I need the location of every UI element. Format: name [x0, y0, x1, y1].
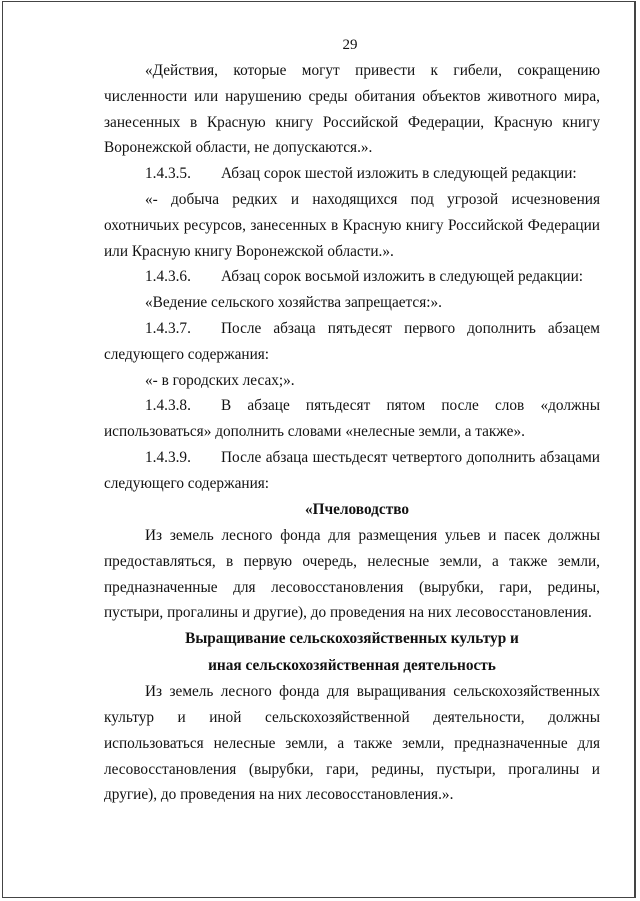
heading-agriculture-line1: Выращивание сельскохозяйственных культур и	[185, 630, 519, 648]
clause-number: 1.4.3.5.	[145, 165, 191, 183]
clause-1-4-3-7	[104, 316, 600, 368]
clause-number: 1.4.3.7.	[145, 319, 191, 337]
clause-text: Абзац сорок восьмой изложить в следующей редакции:	[221, 268, 584, 286]
clause-1-4-3-9	[104, 445, 600, 497]
page-number: 29	[342, 37, 358, 53]
clause-1-4-3-5	[104, 161, 600, 187]
heading-beekeeping: «Пчеловодство	[304, 500, 410, 518]
paragraph-animal-protection: «Действия, которые могут привести к гибели, сокращению численности или нарушению среды обитания объектов животного мира, занесенных в Красную книгу Российской Федерации, Красную книгу Воронежской области, не допускаются.».	[104, 62, 600, 157]
document-body	[104, 58, 600, 808]
clause-number: 1.4.3.8.	[145, 397, 191, 415]
clause-text: Абзац сорок шестой изложить в следующей редакции:	[221, 165, 577, 183]
clause-text: После абзаца шестьдесят четвертого дополнить абзацами следующего содержания:	[104, 448, 600, 492]
paragraph-urban-forests: «- в городских лесах;».	[145, 371, 295, 389]
clause-number: 1.4.3.6.	[145, 268, 191, 286]
clause-text: В абзаце пятьдесят пятом после слов «должны использоваться» дополнить словами «нелесные земли, а также».	[104, 397, 600, 441]
paragraph-agriculture: Из земель лесного фонда для выращивания сельскохозяйственных культур и иной сельскохозяйственной деятельности, должны использоваться нелесные земли, а также земли, предназначенные для лесовосстановления (вырубки, гари, редины, пустыри, прогалины и другие), до проведения на них лесовосстановления.».	[104, 683, 600, 804]
clause-number: 1.4.3.9.	[145, 448, 191, 466]
heading-agriculture-line2: иная сельскохозяйственная деятельность	[208, 656, 496, 674]
clause-text: После абзаца пятьдесят первого дополнить абзацем следующего содержания:	[104, 319, 600, 363]
clause-1-4-3-6	[104, 264, 600, 290]
paragraph-beekeeping: Из земель лесного фонда для размещения ульев и пасек должны предоставляться, в первую очередь, нелесные земли, а также земли, предназначенные для лесовосстановления (вырубки, гари, редины, пустыри, прогалины и другие), до проведения на них лесовосстановления.	[104, 527, 600, 622]
paragraph-hunting-resources: «- добыча редких и находящихся под угрозой исчезновения охотничьих ресурсов, занесенных в Красную книгу Российской Федерации или Красную книгу Воронежской области.».	[104, 190, 600, 260]
clause-1-4-3-8	[104, 393, 600, 445]
paragraph-agriculture-prohibited: «Ведение сельского хозяйства запрещается:».	[145, 294, 442, 312]
